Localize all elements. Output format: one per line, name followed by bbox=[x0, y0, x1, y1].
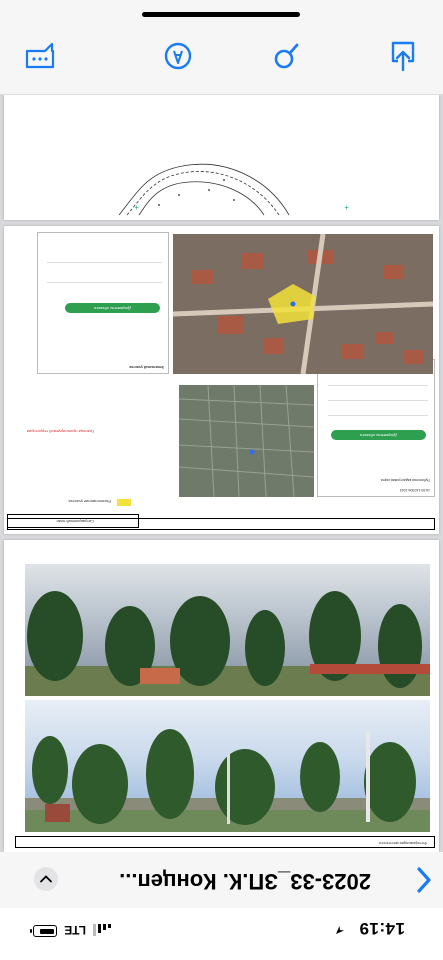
navigation-bar bbox=[0, 851, 443, 908]
back-button[interactable] bbox=[409, 862, 439, 898]
documents-button-2[interactable]: Документы объекта bbox=[65, 303, 160, 313]
site-photo-2 bbox=[25, 564, 430, 696]
detail-satellite-map bbox=[173, 234, 433, 374]
site-photo-1 bbox=[25, 700, 430, 832]
battery-icon bbox=[33, 925, 57, 937]
share-button[interactable] bbox=[385, 38, 421, 74]
site-plan-drawing bbox=[4, 95, 439, 220]
markup-button[interactable] bbox=[160, 38, 196, 74]
legend-text: Расположение участка bbox=[68, 499, 111, 504]
status-bar bbox=[0, 910, 443, 960]
documents-button[interactable]: Документы объекта bbox=[331, 430, 426, 440]
boundary-annotation: Граница проектируемой территории bbox=[26, 429, 94, 434]
legend-swatch bbox=[117, 499, 131, 506]
overview-satellite-map bbox=[179, 385, 314, 497]
search-button[interactable] bbox=[268, 38, 304, 74]
document-page-site-plan bbox=[4, 95, 439, 220]
panel-title: Земельный участок bbox=[129, 365, 164, 369]
document-viewer[interactable] bbox=[0, 95, 443, 852]
document-page-maps bbox=[4, 226, 439, 534]
panel-subtitle: Публичная кадастровая карта bbox=[380, 478, 430, 482]
chevron-down-icon bbox=[40, 875, 52, 883]
page-header-frame bbox=[15, 836, 435, 848]
search-icon bbox=[272, 42, 300, 70]
info-panel-secondary bbox=[317, 359, 435, 497]
share-icon bbox=[389, 40, 417, 72]
info-panel-primary bbox=[37, 232, 169, 374]
more-button[interactable] bbox=[34, 867, 58, 891]
document-page-photos bbox=[4, 540, 439, 852]
page-label: Фотофиксация местности bbox=[379, 841, 427, 846]
status-time: 14:19 bbox=[359, 919, 405, 938]
comment-icon bbox=[23, 41, 57, 71]
home-indicator[interactable] bbox=[142, 12, 300, 17]
document-title: 2023-33_ЗП.К. Концеп... bbox=[119, 869, 371, 894]
svg-text:+: + bbox=[344, 203, 349, 212]
svg-text:+: + bbox=[134, 203, 139, 212]
plan-label: Ситуационный план bbox=[56, 519, 94, 524]
comment-button[interactable] bbox=[22, 38, 58, 74]
signal-bars-icon bbox=[91, 924, 111, 936]
location-arrow-icon bbox=[335, 925, 345, 935]
chevron-left-icon bbox=[416, 867, 432, 893]
markup-pen-icon bbox=[163, 41, 193, 71]
network-type: LTE bbox=[64, 923, 86, 937]
panel-cad-number: 16:50:140306:1043 bbox=[399, 488, 430, 492]
